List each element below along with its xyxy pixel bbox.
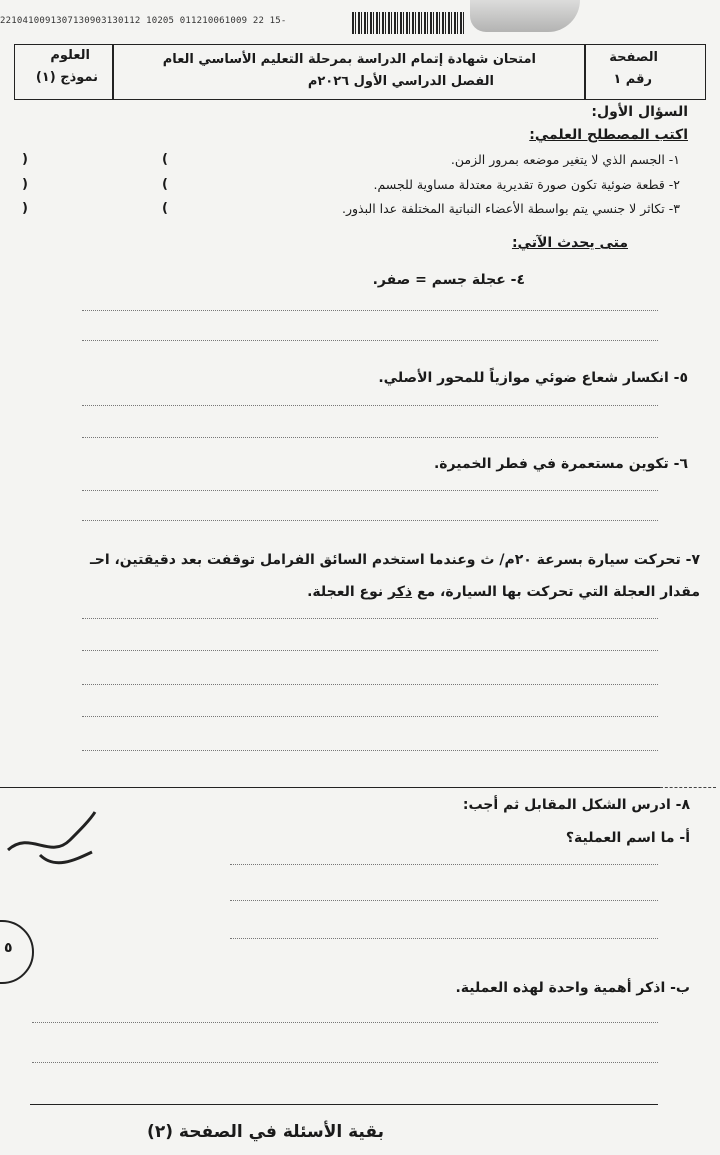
answer-line [230,900,658,901]
question-item-5: ٥- انكسار شعاع ضوئي موازياً للمحور الأصلي. [378,370,688,386]
question-item-7: ٧- تحركت سيارة بسرعة ٢٠م/ ث وعندما استخدم السائق الفرامل توقفت بعد دقيقتين، احـ [89,552,700,568]
answer-paren-close: ) [22,177,28,192]
answer-line [82,750,658,751]
part-b-title: متى يحدث الآتي: [511,235,628,251]
page-number: رقم ١ [613,72,652,87]
exam-term: الفصل الدراسي الأول ٢٠٢٦م [307,74,494,89]
answer-line [82,716,658,717]
model-number: نموذج (١) [35,70,98,85]
section-separator [0,787,660,788]
header-divider-left [112,44,114,100]
answer-line [32,1062,658,1063]
question-8-title: ٨- ادرس الشكل المقابل ثم أجب: [462,797,690,813]
answer-line [82,405,658,406]
term-item-1: ١- الجسم الذي لا يتغير موضعه بمرور الزمن. [450,152,680,167]
question-item-7-line2 [307,584,700,600]
part-a-title: اكتب المصطلح العلمي: [529,127,688,143]
answer-line [82,340,658,341]
marks-circle-label: ٥ [4,940,13,956]
answer-line [82,618,658,619]
page-label: الصفحة [609,50,658,65]
header-divider-right [584,44,586,100]
section-separator-dashed [660,787,716,788]
footer-rule [30,1104,658,1105]
question-1-title: السؤال الأول: [591,104,688,120]
exam-title: امتحان شهادة إتمام الدراسة بمرحلة التعليم الأساسي العام [162,52,536,67]
answer-line [82,520,658,521]
answer-paren-close: ) [22,201,28,216]
answer-paren-open: ( [162,152,168,167]
subject-name: العلوم [50,48,90,63]
question-item-4: ٤- عجلة جسم = صفر. [372,272,525,288]
exam-serial-number: 2210410091307130903130112 10205 011210061009 22 15- [0,16,287,26]
item7-text-mention: ذكر [388,584,413,600]
handwritten-signature [0,800,110,880]
question-8-part-a: أ- ما اسم العملية؟ [565,830,690,846]
question-8-part-b: ب- اذكر أهمية واحدة لهذه العملية. [455,980,690,996]
answer-line [230,938,658,939]
answer-line [82,684,658,685]
answer-line [82,650,658,651]
answer-line [230,864,658,865]
answer-paren-close: ) [22,152,28,167]
answer-line [82,490,658,491]
term-item-2: ٢- قطعة ضوئية تكون صورة تقديرية معتدلة مساوية للجسم. [373,177,680,192]
answer-paren-open: ( [162,201,168,216]
question-item-6: ٦- تكوين مستعمرة في فطر الخميرة. [433,456,688,472]
answer-paren-open: ( [162,177,168,192]
answer-line [82,310,658,311]
footer-note: بقية الأسئلة في الصفحة (٢) [147,1122,384,1142]
item7-text-a: مقدار العجلة التي تحركت بها السيارة، مع [416,584,700,600]
term-item-3: ٣- تكاثر لا جنسي يتم بواسطة الأعضاء النباتية المختلفة عدا البذور. [342,201,680,216]
answer-line [32,1022,658,1023]
barcode [352,12,464,34]
item7-text-c: نوع العجلة. [307,584,384,600]
answer-line [82,437,658,438]
photo-object-corner [470,0,580,32]
